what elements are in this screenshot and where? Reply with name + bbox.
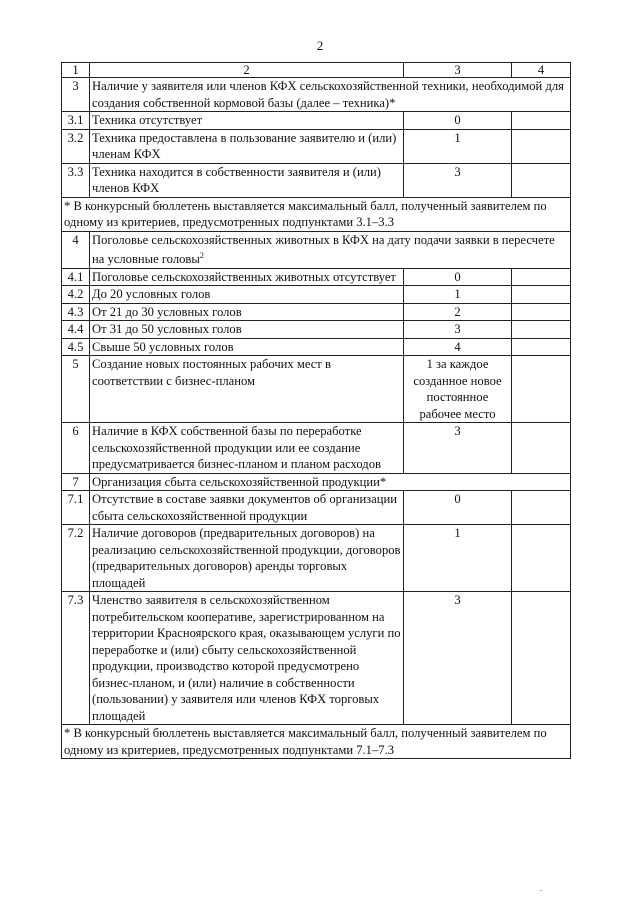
row-empty-cell bbox=[512, 423, 571, 474]
row-score: 1 bbox=[404, 129, 512, 163]
row-empty-cell bbox=[512, 303, 571, 321]
header-col-2: 2 bbox=[90, 63, 404, 78]
row-3 bbox=[62, 78, 571, 112]
row-empty-cell bbox=[512, 163, 571, 197]
row-criterion: Техника находится в собственности заявителя и (или) членов КФХ bbox=[90, 163, 404, 197]
row-7-3 bbox=[62, 592, 571, 725]
row-4-1 bbox=[62, 268, 571, 286]
row-number: 3.2 bbox=[62, 129, 90, 163]
row-number: 6 bbox=[62, 423, 90, 474]
row-number: 7.2 bbox=[62, 525, 90, 592]
row-number: 3.3 bbox=[62, 163, 90, 197]
footnote-row bbox=[62, 725, 571, 759]
row-number: 7.3 bbox=[62, 592, 90, 725]
row-criterion-text: Поголовье сельскохозяйственных животных в КФХ на дату подачи заявки в пересчете на условные головы bbox=[92, 232, 555, 267]
row-4 bbox=[62, 231, 571, 268]
row-score: 0 bbox=[404, 268, 512, 286]
row-4-5 bbox=[62, 338, 571, 356]
row-empty-cell bbox=[512, 112, 571, 130]
row-criterion: Наличие в КФХ собственной базы по переработке сельскохозяйственной продукции или ее создание предусматривается бизнес-планом и планом расходов bbox=[90, 423, 404, 474]
row-score: 0 bbox=[404, 112, 512, 130]
row-number: 4.4 bbox=[62, 321, 90, 339]
row-6 bbox=[62, 423, 571, 474]
row-criterion: Наличие у заявителя или членов КФХ сельскохозяйственной техники, необходимой для создания собственной кормовой базы (далее – техника)* bbox=[90, 78, 571, 112]
row-number: 4.2 bbox=[62, 286, 90, 304]
row-score: 3 bbox=[404, 592, 512, 725]
row-7-2 bbox=[62, 525, 571, 592]
row-number: 4.3 bbox=[62, 303, 90, 321]
row-empty-cell bbox=[512, 268, 571, 286]
row-score: 1 bbox=[404, 286, 512, 304]
row-score: 1 за каждое созданное новое постоянное рабочее место bbox=[404, 356, 512, 423]
row-criterion: Свыше 50 условных голов bbox=[90, 338, 404, 356]
row-empty-cell bbox=[512, 286, 571, 304]
row-number: 7 bbox=[62, 473, 90, 491]
row-score: 3 bbox=[404, 321, 512, 339]
row-criterion: Организация сбыта сельскохозяйственной продукции* bbox=[90, 473, 571, 491]
row-criterion: Членство заявителя в сельскохозяйственном потребительском кооперативе, зарегистрированном на территории Красноярского края, оказывающем услуги по переработке и (или) сбыту сельскохозяйственной продукции, производство которой предусмотрено бизнес-планом, и (или) наличие в собственности (пользовании) у заявителя или членов КФХ торговых площадей bbox=[90, 592, 404, 725]
page-number: 2 bbox=[316, 38, 324, 53]
row-criterion: Техника отсутствует bbox=[90, 112, 404, 130]
page-footer-mark: . bbox=[540, 884, 542, 893]
header-col-4: 4 bbox=[512, 63, 571, 78]
row-score: 0 bbox=[404, 491, 512, 525]
row-7-1 bbox=[62, 491, 571, 525]
row-score: 4 bbox=[404, 338, 512, 356]
criteria-table bbox=[61, 62, 571, 759]
row-score: 3 bbox=[404, 163, 512, 197]
row-3-3 bbox=[62, 163, 571, 197]
row-number: 5 bbox=[62, 356, 90, 423]
row-empty-cell bbox=[512, 525, 571, 592]
header-col-1: 1 bbox=[62, 63, 90, 78]
row-4-3 bbox=[62, 303, 571, 321]
footnote: * В конкурсный бюллетень выставляется максимальный балл, полученный заявителем по одному из критериев, предусмотренных подпунктами 3.1–3.3 bbox=[62, 197, 571, 231]
row-number: 7.1 bbox=[62, 491, 90, 525]
row-empty-cell bbox=[512, 129, 571, 163]
row-score: 3 bbox=[404, 423, 512, 474]
row-criterion: Наличие договоров (предварительных договоров) на реализацию сельскохозяйственной продукции, договоров (предварительных договоров) аренды торговых площадей bbox=[90, 525, 404, 592]
footnote-marker: 2 bbox=[199, 251, 204, 260]
row-score: 2 bbox=[404, 303, 512, 321]
row-criterion: От 21 до 30 условных голов bbox=[90, 303, 404, 321]
footnote: * В конкурсный бюллетень выставляется максимальный балл, полученный заявителем по одному из критериев, предусмотренных подпунктами 7.1–7.3 bbox=[62, 725, 571, 759]
row-7 bbox=[62, 473, 571, 491]
header-row bbox=[62, 63, 571, 78]
footnote-row bbox=[62, 197, 571, 231]
row-criterion: Поголовье сельскохозяйственных животных отсутствует bbox=[90, 268, 404, 286]
row-number: 4.5 bbox=[62, 338, 90, 356]
row-score: 1 bbox=[404, 525, 512, 592]
row-4-4 bbox=[62, 321, 571, 339]
row-criterion: От 31 до 50 условных голов bbox=[90, 321, 404, 339]
row-criterion: Создание новых постоянных рабочих мест в соответствии с бизнес-планом bbox=[90, 356, 404, 423]
row-number: 3.1 bbox=[62, 112, 90, 130]
row-empty-cell bbox=[512, 321, 571, 339]
row-3-1 bbox=[62, 112, 571, 130]
row-number: 4 bbox=[62, 231, 90, 268]
row-3-2 bbox=[62, 129, 571, 163]
row-criterion: Отсутствие в составе заявки документов об организации сбыта сельскохозяйственной продукции bbox=[90, 491, 404, 525]
row-criterion: До 20 условных голов bbox=[90, 286, 404, 304]
header-col-3: 3 bbox=[404, 63, 512, 78]
row-empty-cell bbox=[512, 338, 571, 356]
row-criterion bbox=[90, 231, 571, 268]
row-4-2 bbox=[62, 286, 571, 304]
row-empty-cell bbox=[512, 491, 571, 525]
row-empty-cell bbox=[512, 592, 571, 725]
row-criterion: Техника предоставлена в пользование заявителю и (или) членам КФХ bbox=[90, 129, 404, 163]
row-empty-cell bbox=[512, 356, 571, 423]
row-number: 4.1 bbox=[62, 268, 90, 286]
row-5 bbox=[62, 356, 571, 423]
row-number: 3 bbox=[62, 78, 90, 112]
